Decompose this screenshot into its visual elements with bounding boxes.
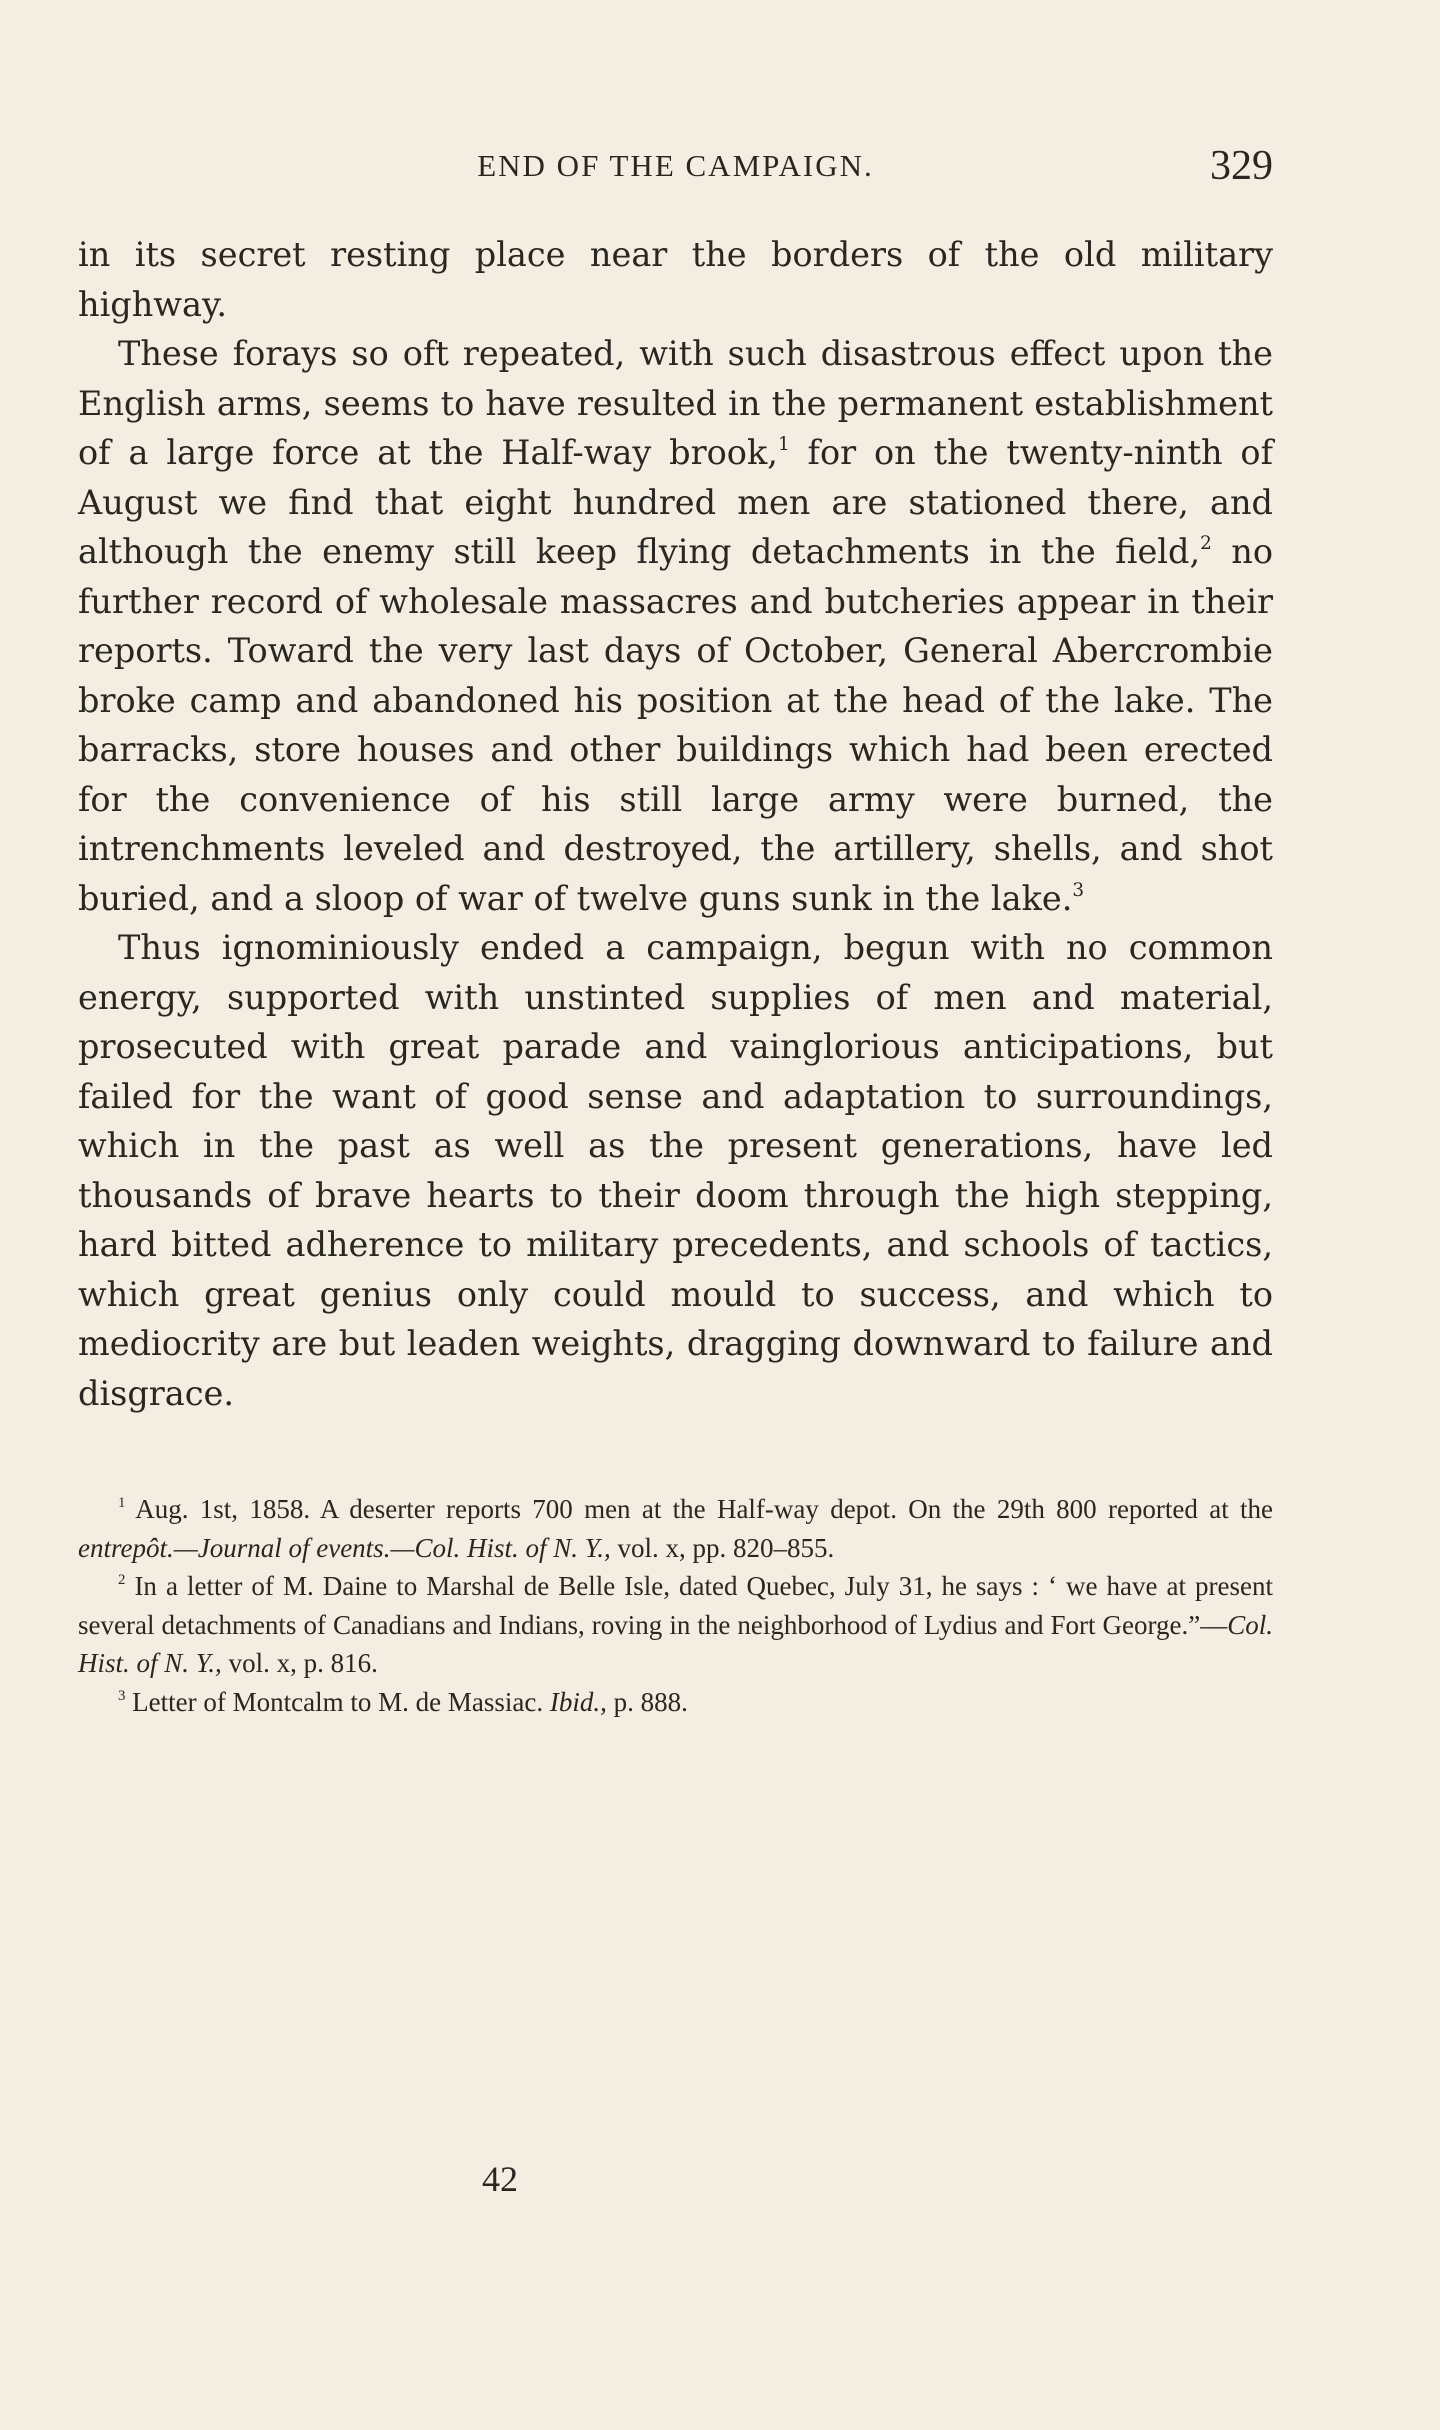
body-text [78,230,1273,1418]
footnote-ref-3: 3 [1072,879,1085,901]
signature-mark: 42 [482,2159,518,2199]
footnote-1: $^1$ Aug. 1st, 1858. A deserter reports 700 men at the Half-way depot. On the 29th 800 reported at the entrepôt.—Journal of events.—Col. Hist. of N. Y., vol. x, pp. 820–855. [78,1494,1273,1563]
paragraph-2: These forays so oft repeated, with such disastrous effect upon the English arms, seems to have resulted in the permanent establishment of a large force at the Half-way brook,$^1$ for on the twenty-ninth of August we find that eight hundred men are stationed there, and although the enemy still keep flying detachments in the field,$^2$ no further record of wholesale massacres and butcheries appear in their reports. Toward the very last days of October, General Abercrombie broke camp and abandoned his position at the head of the lake. The barracks, store houses and other buildings which had been erected for the convenience of his still large army were burned, the intrenchments leveled and destroyed, the artillery, shells, and shot buried, and a sloop of war of twelve guns sunk in the lake.$^3$ [78,334,1273,918]
footnote-ref-1: 1 [777,434,790,456]
running-head: END OF THE CAMPAIGN. [477,148,874,183]
footnote-marker: 1 [118,1494,126,1511]
footnote-2: $^2$ In a letter of M. Daine to Marshal de Belle Isle, dated Quebec, July 31, he says : ‘ we have at present several detachments of Canadians and Indians, roving in the neighborhood of Lydius and Fort George.”—Col. Hist. of N. Y., vol. x, p. 816. [78,1571,1273,1678]
footnote-marker: 3 [118,1687,126,1704]
page-number: 329 [1210,143,1273,189]
footnotes [78,1490,1273,1721]
footnote-ref-2: 2 [1200,533,1212,555]
paragraph-3: Thus ignominiously ended a campaign, begun with no common energy, supported with unstinted supplies of men and material, prosecuted with great parade and vainglorious anticipations, but failed for the want of good sense and adaptation to surroundings, which in the past as well as the present generations, have led thousands of brave hearts to their doom through the high stepping, hard bitted adherence to military precedents, and schools of tactics, which great genius only could mould to success, and which to mediocrity are but leaden weights, dragging downward to failure and disgrace. [78,928,1273,1413]
footnote-marker: 2 [118,1571,126,1588]
page-header [78,143,1273,198]
paragraph-1: in its secret resting place near the borders of the old military highway. [78,235,1273,324]
footnote-3: $^3$ Letter of Montcalm to M. de Massiac. Ibid., p. 888. [118,1686,688,1717]
